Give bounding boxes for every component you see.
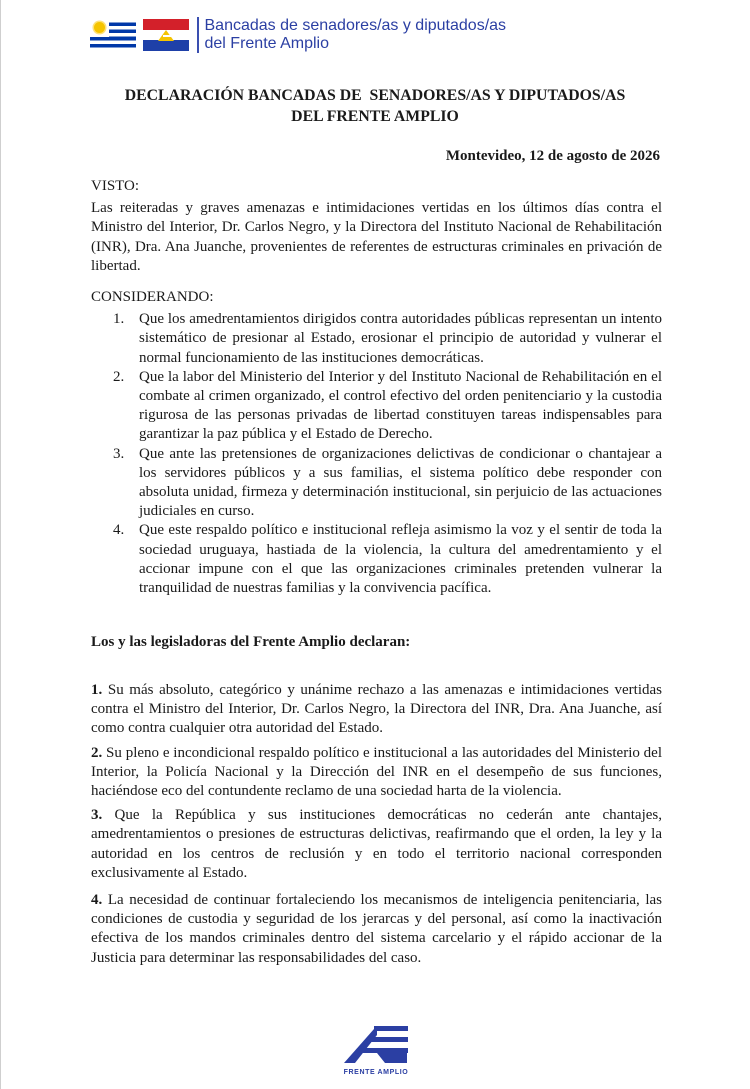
document-date: Montevideo, 12 de agosto de 2026	[445, 148, 660, 164]
document-title-line1: DECLARACIÓN BANCADAS DE SENADORES/AS Y DIPUTADOS/AS	[124, 87, 626, 104]
visto-label: VISTO:	[91, 178, 140, 194]
declaran-list	[91, 681, 662, 973]
considerando-section	[91, 288, 662, 598]
considerando-item-number: 2.	[113, 368, 125, 385]
header-divider	[197, 17, 199, 53]
footer-logo-label: FRENTE AMPLIO	[343, 1069, 409, 1076]
declaran-heading: Los y las legisladoras del Frente Amplio declaran:	[91, 634, 411, 650]
visto-section	[91, 177, 662, 276]
document-title-line2: DEL FRENTE AMPLIO	[291, 108, 459, 125]
visto-text: Las reiteradas y graves amenazas e intimidaciones vertidas en los últimos días contra el Ministro del Interior, Dr. Carlos Negro, y la Directora del Instituto Nacional de Rehabilitación (INR), Dra. Ana Juanche, provenientes de referentes de estructuras criminales en privación de libertad.	[91, 200, 662, 274]
declaran-item-number: 4.	[91, 892, 103, 909]
declaran-item-number: 3.	[91, 807, 103, 824]
declaran-item	[91, 681, 662, 739]
header-title	[205, 17, 507, 53]
uruguay-flag-icon	[90, 19, 136, 51]
considerando-item-text: Que ante las pretensiones de organizaciones delictivas de condicionar o chantajear a los servidores públicos y a sus familias, el sistema político debe responder con absoluta unidad, firmeza y determinación institucional, sin perjuicio de las actuaciones judiciales en curso.	[139, 445, 662, 520]
declaran-item-number: 2.	[91, 744, 103, 761]
declaran-item-text: Su pleno e incondicional respaldo político e institucional a las autoridades del Ministerio del Interior, la Policía Nacional y la Dirección del INR en el desempeño de sus funciones, haciéndose eco del contundente reclamo de una sociedad harta de la violencia.	[91, 744, 662, 800]
considerando-item-number: 4.	[113, 522, 125, 539]
considerando-label: CONSIDERANDO:	[91, 289, 214, 305]
considerando-item-text: Que este respaldo político e institucional refleja asimismo la voz y el sentir de toda la sociedad uruguaya, hastiada de la violencia, la cultura del amedrentamiento y el accionar impune con el que las organizaciones criminales pretenden vulnerar la tranquilidad de nuestras familias y la convivencia pacífica.	[139, 522, 662, 597]
declaran-item	[91, 806, 662, 883]
frente-amplio-logo-icon	[341, 1023, 411, 1063]
document-title	[90, 85, 660, 127]
considerando-item-number: 3.	[113, 445, 125, 462]
considerando-item-text: Que la labor del Ministerio del Interior y del Instituto Nacional de Rehabilitación en el combate al crimen organizado, el control efectivo del orden penitenciario y la custodia rigurosa de las personas privadas de libertad constituyen tareas indispensables para garantizar la paz pública y el Estado de Derecho.	[139, 368, 662, 443]
page-header	[90, 17, 506, 53]
header-title-line2: del Frente Amplio	[204, 35, 330, 52]
frente-amplio-logo	[339, 1023, 413, 1076]
page-left-border	[0, 0, 1, 1089]
considerando-item	[91, 368, 662, 445]
considerando-item	[91, 445, 662, 522]
considerando-item-number: 1.	[113, 311, 125, 328]
declaran-item-text: Que la República y sus instituciones democráticas no cederán ante chantajes, amedrentamientos o presiones de estructuras delictivas, reafirmando que el orden, la ley y la autoridad en los centros de reclusión y en todo el territorio nacional corresponden exclusivamente al Estado.	[91, 807, 662, 881]
declaran-item	[91, 891, 662, 968]
frente-amplio-flag-icon	[143, 19, 189, 51]
considerando-item	[91, 310, 662, 368]
considerando-list	[91, 310, 662, 598]
declaran-item-number: 1.	[91, 682, 103, 698]
declaran-item-text: La necesidad de continuar fortaleciendo los mecanismos de inteligencia penitenciaria, las condiciones de custodia y seguridad de los jerarcas y del personal, así como la inactivación efectiva de los mandos criminales dentro del sistema carcelario y el rápido accionar de la Justicia para determinar las responsabilidades del caso.	[91, 892, 662, 966]
declaran-item-text: Su más absoluto, categórico y unánime rechazo a las amenazas e intimidaciones vertidas contra el Ministro del Interior, Dr. Carlos Negro, la Directora del INR, Dra. Ana Juanche, así como contra cualquier otra autoridad del Estado.	[91, 682, 662, 737]
header-title-line1: Bancadas de senadores/as y diputados/as	[204, 17, 507, 34]
declaran-item	[91, 744, 662, 802]
considerando-item-text: Que los amedrentamientos dirigidos contra autoridades públicas representan un intento sistemático de presionar al Estado, erosionar el principio de autoridad y vulnerar el normal funcionamiento de las instituciones democráticas.	[139, 311, 662, 366]
considerando-item	[91, 521, 662, 598]
